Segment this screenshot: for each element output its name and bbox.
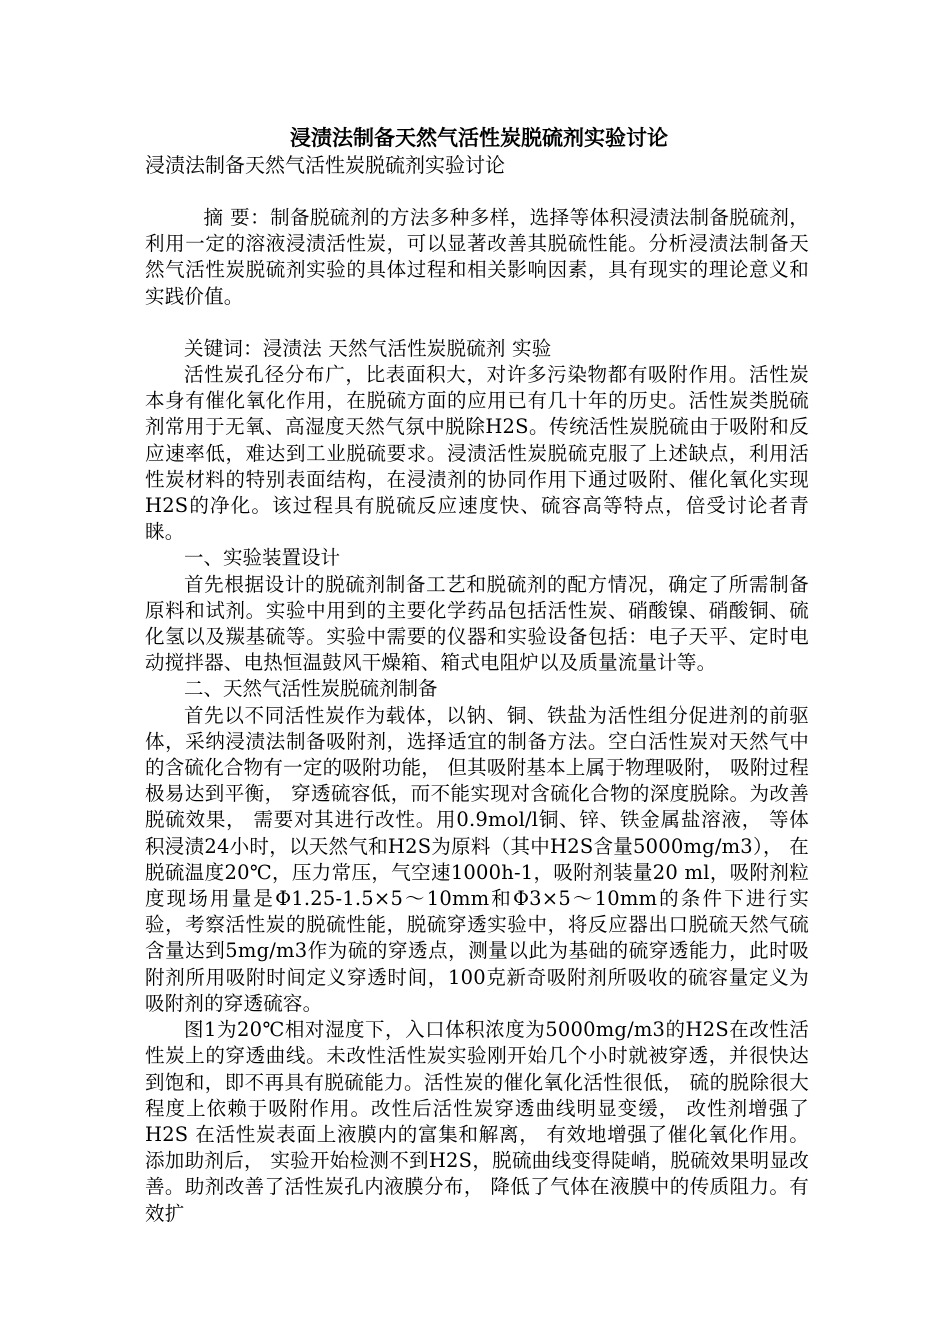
figure-1-paragraph: 图1为20℃相对湿度下，入口体积浓度为5000mg/m3的H2S在改性活性炭上的穿透曲线。未改性活性炭实验刚开始几个小时就被穿透，并很快达到饱和，即不再具有脱硫能力。活性炭的催化氧化活性很低， 硫的脱除很大程度上依赖于吸附作用。改性后活性炭穿透曲线明显变缓， 改性剂增强了H2S 在活性炭表面上液膜内的富集和解离， 有效地增强了催化氧化作用。添加助剂后， 实验开始检测不到H2S，脱硫曲线变得陡峭，脱硫效果明显改善。助剂改善了活性炭孔内液膜分布， 降低了气体在液膜中的传质阻力。有效扩 xyxy=(145,1018,809,1225)
document-title: 浸渍法制备天然气活性炭脱硫剂实验讨论 xyxy=(290,125,668,150)
spacer xyxy=(145,310,809,336)
section-2-heading: 二、天然气活性炭脱硫剂制备 xyxy=(184,677,438,701)
document-page xyxy=(145,124,809,1227)
keywords-line: 关键词：浸渍法 天然气活性炭脱硫剂 实验 xyxy=(184,336,552,360)
document-subtitle: 浸渍法制备天然气活性炭脱硫剂实验讨论 xyxy=(145,153,505,177)
abstract-paragraph: 摘 要：制备脱硫剂的方法多种多样，选择等体积浸渍法制备脱硫剂，利用一定的溶液浸渍活性炭，可以显著改善其脱硫性能。分析浸渍法制备天然气活性炭脱硫剂实验的具体过程和相关影响因素，具有现实的理论意义和实践价值。 xyxy=(145,206,809,308)
intro-paragraph: 活性炭孔径分布广，比表面积大，对许多污染物都有吸附作用。活性炭本身有催化氧化作用，在脱硫方面的应用已有几十年的历史。活性炭类脱硫剂常用于无氧、高湿度天然气氛中脱除H2S。传统活性炭脱硫由于吸附和反应速率低，难达到工业脱硫要求。浸渍活性炭脱硫克服了上述缺点，利用活性炭材料的特别表面结构，在浸渍剂的协同作用下通过吸附、催化氧化实现H2S的净化。该过程具有脱硫反应速度快、硫容高等特点，倍受讨论者青睐。 xyxy=(145,363,809,544)
section-1-paragraph: 首先根据设计的脱硫剂制备工艺和脱硫剂的配方情况，确定了所需制备原料和试剂。实验中用到的主要化学药品包括活性炭、硝酸镍、硝酸铜、硫化氢以及羰基硫等。实验中需要的仪器和实验设备包括：电子天平、定时电动搅拌器、电热恒温鼓风干燥箱、箱式电阻炉以及质量流量计等。 xyxy=(145,572,809,675)
spacer xyxy=(145,178,809,205)
section-2-paragraph: 首先以不同活性炭作为载体，以钠、铜、铁盐为活性组分促进剂的前驱体，采纳浸渍法制备吸附剂，选择适宜的制备方法。空白活性炭对天然气中的含硫化合物有一定的吸附功能， 但其吸附基本上属于物理吸附， 吸附过程极易达到平衡， 穿透硫容低，而不能实现对含硫化合物的深度脱除。为改善脱硫效果， 需要对其进行改性。用0.9mol/l铜、锌、铁金属盐溶液， 等体积浸渍24小时，以天然气和H2S为原料（其中H2S含量5000mg/m3）， 在脱硫温度20℃，压力常压，气空速1000h-1，吸附剂装量20 ml，吸附剂粒度现场用量是Φ1.25-1.5×5～10mm和Φ3×5～10mm的条件下进行实验，考察活性炭的脱硫性能，脱硫穿透实验中，将反应器出口脱硫天然气硫含量达到5mg/m3作为硫的穿透点，测量以此为基础的硫穿透能力，此时吸附剂所用吸附时间定义穿透时间，100克新奇吸附剂所吸收的硫容量定义为吸附剂的穿透硫容。 xyxy=(145,703,809,1015)
section-1-heading: 一、实验装置设计 xyxy=(184,546,341,570)
